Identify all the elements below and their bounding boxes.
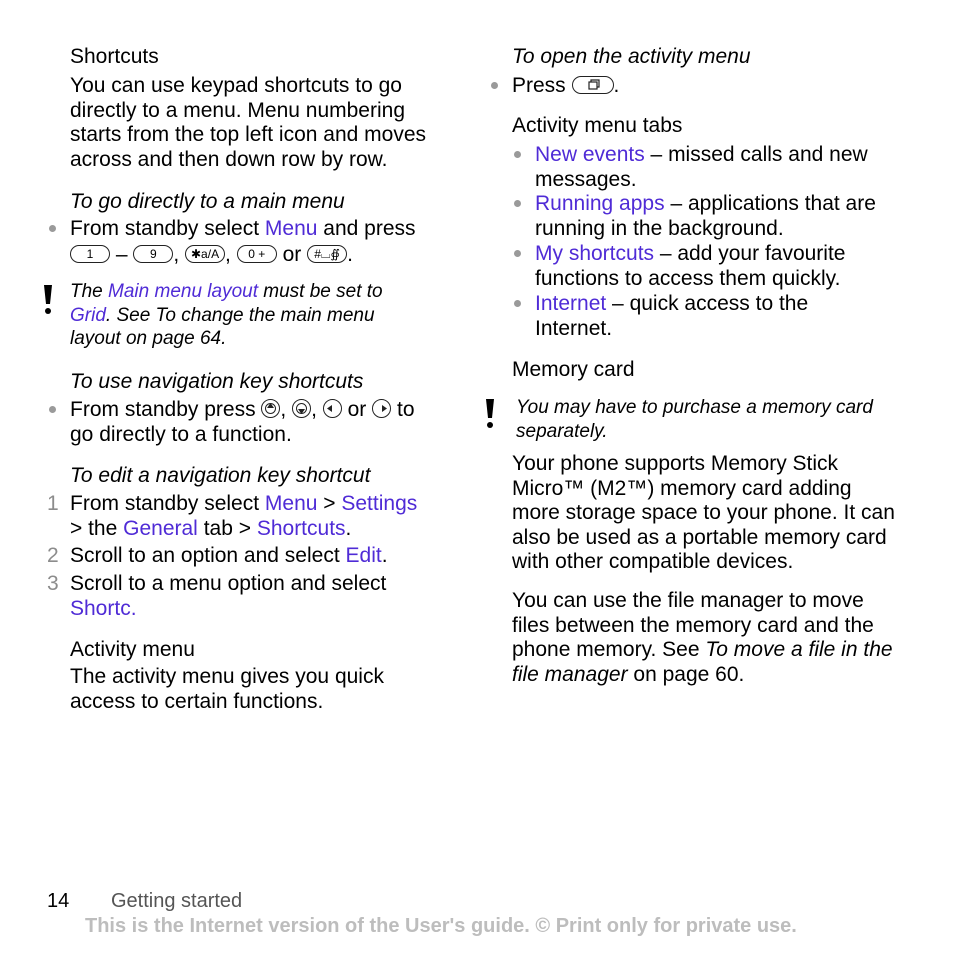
bullet-icon <box>514 250 521 257</box>
memory-para-1: Your phone supports Memory Stick Micro™ (M2™) memory card adding more storage space to your phone. It can also be used as a portable memory card with other compatible devices. <box>512 452 895 574</box>
bullet-icon <box>514 300 521 307</box>
bullet-icon <box>491 82 498 89</box>
link-menu[interactable]: Menu <box>264 217 318 240</box>
nav-left-icon <box>323 399 342 418</box>
shortcuts-heading: Shortcuts <box>70 45 159 68</box>
tab-item: My shortcuts – add your favourite functions to access them quickly. <box>535 242 846 290</box>
key-star-icon: ✱a/A <box>185 245 225 263</box>
key-sequence: 1 – 9 , ✱a/A , 0 + or #⌴∯ . <box>70 243 353 268</box>
activity-menu-body: The activity menu gives you quick access to certain functions. <box>70 665 384 713</box>
main-menu-heading: To go directly to a main menu <box>70 190 345 213</box>
main-menu-bullet: From standby select Menu and press <box>70 217 416 240</box>
note-main-menu: The Main menu layout must be set to Grid. See To change the main menu layout on page 64. <box>70 281 383 349</box>
link-my-shortcuts[interactable]: My shortcuts <box>535 242 655 265</box>
link-menu[interactable]: Menu <box>264 492 318 515</box>
tab-item: Internet – quick access to the Internet. <box>535 292 809 340</box>
tab-item: New events – missed calls and new messages. <box>535 143 868 191</box>
bullet-icon <box>514 200 521 207</box>
open-activity-heading: To open the activity menu <box>512 45 751 68</box>
page-number: 14 <box>47 890 70 912</box>
step-number: 1 <box>47 492 59 515</box>
edit-nav-heading: To edit a navigation key shortcut <box>70 464 371 487</box>
link-grid[interactable]: Grid <box>70 304 106 326</box>
bullet-icon <box>49 406 56 413</box>
link-internet[interactable]: Internet <box>535 292 607 315</box>
step-2: Scroll to an option and select Edit. <box>70 544 388 567</box>
note-memory-card: You may have to purchase a memory card separately. <box>516 397 873 442</box>
tab-item: Running apps – applications that are running in the background. <box>535 192 876 240</box>
step-number: 2 <box>47 544 59 567</box>
link-main-menu-layout[interactable]: Main menu layout <box>108 281 258 302</box>
nav-shortcuts-heading: To use navigation key shortcuts <box>70 370 364 393</box>
link-shortc[interactable]: Shortc. <box>70 596 137 620</box>
open-activity-bullet: Press . <box>512 74 620 97</box>
bullet-icon <box>514 151 521 158</box>
activity-tabs-heading: Activity menu tabs <box>512 114 683 137</box>
bullet-icon <box>49 225 56 232</box>
step-3: Scroll to a menu option and select Shortc. <box>70 572 387 620</box>
footer-notice: This is the Internet version of the User's guide. © Print only for private use. <box>85 915 797 937</box>
link-general[interactable]: General <box>123 516 198 540</box>
link-shortcuts[interactable]: Shortcuts <box>256 516 346 540</box>
nav-down-icon <box>292 399 311 418</box>
key-hash-icon: #⌴∯ <box>307 245 347 263</box>
nav-right-icon <box>372 399 391 418</box>
exclamation-icon <box>483 397 497 431</box>
link-running-apps[interactable]: Running apps <box>535 192 665 215</box>
link-new-events[interactable]: New events <box>535 143 645 166</box>
activity-menu-heading: Activity menu <box>70 638 195 661</box>
key-1-icon: 1 <box>70 245 110 263</box>
link-settings[interactable]: Settings <box>341 492 418 515</box>
exclamation-icon <box>41 283 55 317</box>
nav-shortcuts-bullet: From standby press , , or to go directly to a function. <box>70 398 415 446</box>
section-title: Getting started <box>111 890 243 912</box>
memory-para-2: You can use the file manager to move files between the memory card and the phone memory. See To move a file in the file manager on page 60. <box>512 589 893 686</box>
step-number: 3 <box>47 572 59 595</box>
memory-card-heading: Memory card <box>512 358 635 381</box>
key-0-icon: 0 + <box>237 245 277 263</box>
nav-up-icon <box>261 399 280 418</box>
key-9-icon: 9 <box>133 245 173 263</box>
link-edit[interactable]: Edit <box>345 544 382 567</box>
activity-key-icon <box>572 76 614 94</box>
step-1: From standby select Menu > Settings > the General tab > Shortcuts. <box>70 492 418 540</box>
shortcuts-body: You can use keypad shortcuts to go directly to a menu. Menu numbering starts from the top left icon and moves across and then down row by row. <box>70 74 426 171</box>
